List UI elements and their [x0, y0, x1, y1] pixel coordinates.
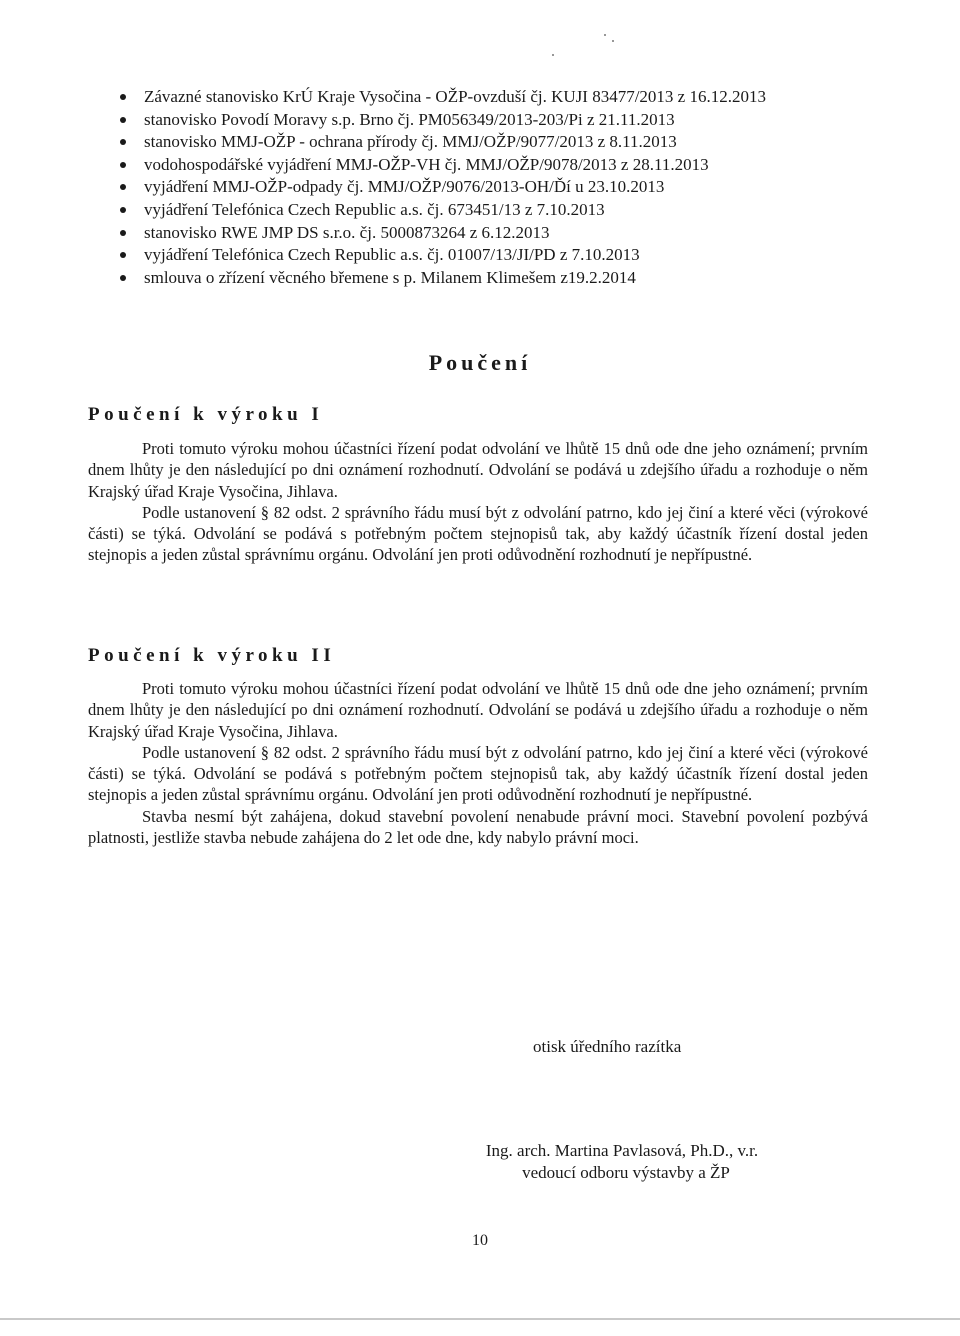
- section-body-verdict-2: [88, 678, 868, 848]
- section-heading-verdict-1: Poučení k výroku I: [88, 404, 324, 425]
- page-number: 10: [472, 1232, 488, 1249]
- paragraph: Podle ustanovení § 82 odst. 2 správního řádu musí být z odvolání patrno, kdo jej činí a které věci (výrokové části) se týká. Odvolání se podává s potřebným počtem stejnopisů tak, aby každý účastník řízení dostal jeden stejnopis a jeden zůstal správnímu orgánu. Odvolání jen proti odůvodnění rozhodnutí je nepřípustné.: [88, 502, 868, 565]
- paragraph: Proti tomuto výroku mohou účastníci řízení podat odvolání ve lhůtě 15 dnů ode dne jeho oznámení; prvním dnem lhůty je den následující po dni oznámení rozhodnutí. Odvolání se podává u zdejšího úřadu a rozhoduje o něm Krajský úřad Kraje Vysočina, Jihlava.: [88, 439, 868, 501]
- stamp-placeholder: otisk úředního razítka: [533, 1037, 682, 1056]
- scan-speck: [604, 34, 606, 36]
- list-item: stanovisko Povodí Moravy s.p. Brno čj. PM056349/2013-203/Pi z 21.11.2013: [118, 109, 878, 132]
- scan-speck: [552, 54, 554, 56]
- paragraph: Podle ustanovení § 82 odst. 2 správního řádu musí být z odvolání patrno, kdo jej činí a které věci (výrokové části) se týká. Odvolání se podává s potřebným počtem stejnopisů tak, aby každý účastník řízení dostal jeden stejnopis a jeden zůstal správnímu orgánu. Odvolání jen proti odůvodnění rozhodnutí je nepřípustné.: [88, 742, 868, 805]
- signatory-title: vedoucí odboru výstavby a ŽP: [522, 1163, 730, 1182]
- list-item: vyjádření Telefónica Czech Republic a.s. čj. 01007/13/JI/PD z 7.10.2013: [118, 244, 878, 267]
- reference-list: [118, 86, 878, 289]
- list-item: vodohospodářské vyjádření MMJ-OŽP-VH čj. MMJ/OŽP/9078/2013 z 28.11.2013: [118, 154, 878, 177]
- section-heading-verdict-2: Poučení k výroku II: [88, 645, 336, 666]
- list-item: vyjádření MMJ-OŽP-odpady čj. MMJ/OŽP/9076/2013-OH/Ďí u 23.10.2013: [118, 176, 878, 199]
- scan-speck: [612, 40, 614, 42]
- list-item: stanovisko RWE JMP DS s.r.o. čj. 5000873264 z 6.12.2013: [118, 222, 878, 245]
- list-item: stanovisko MMJ-OŽP - ochrana přírody čj. MMJ/OŽP/9077/2013 z 8.11.2013: [118, 131, 878, 154]
- section-body-verdict-1: [88, 438, 868, 566]
- signature-block: [466, 1140, 786, 1184]
- list-item: vyjádření Telefónica Czech Republic a.s. čj. 673451/13 z 7.10.2013: [118, 199, 878, 222]
- page-title: Poučení: [428, 350, 532, 375]
- list-item: Závazné stanovisko KrÚ Kraje Vysočina - OŽP-ovzduší čj. KUJI 83477/2013 z 16.12.2013: [118, 86, 878, 109]
- list-item: smlouva o zřízení věcného břemene s p. Milanem Klimešem z19.2.2014: [118, 267, 878, 290]
- signatory-name: Ing. arch. Martina Pavlasová, Ph.D., v.r.: [485, 1141, 759, 1160]
- scan-edge-divider: [0, 1318, 960, 1320]
- paragraph: Stavba nesmí být zahájena, dokud stavební povolení nenabude právní moci. Stavební povolení pozbývá platnosti, jestliže stavba nebude zahájena do 2 let ode dne, kdy nabylo právní moci.: [88, 806, 868, 848]
- paragraph: Proti tomuto výroku mohou účastníci řízení podat odvolání ve lhůtě 15 dnů ode dne jeho oznámení; prvním dnem lhůty je den následující po dni oznámení rozhodnutí. Odvolání se podává u zdejšího úřadu a rozhoduje o něm Krajský úřad Kraje Vysočina, Jihlava.: [88, 679, 868, 741]
